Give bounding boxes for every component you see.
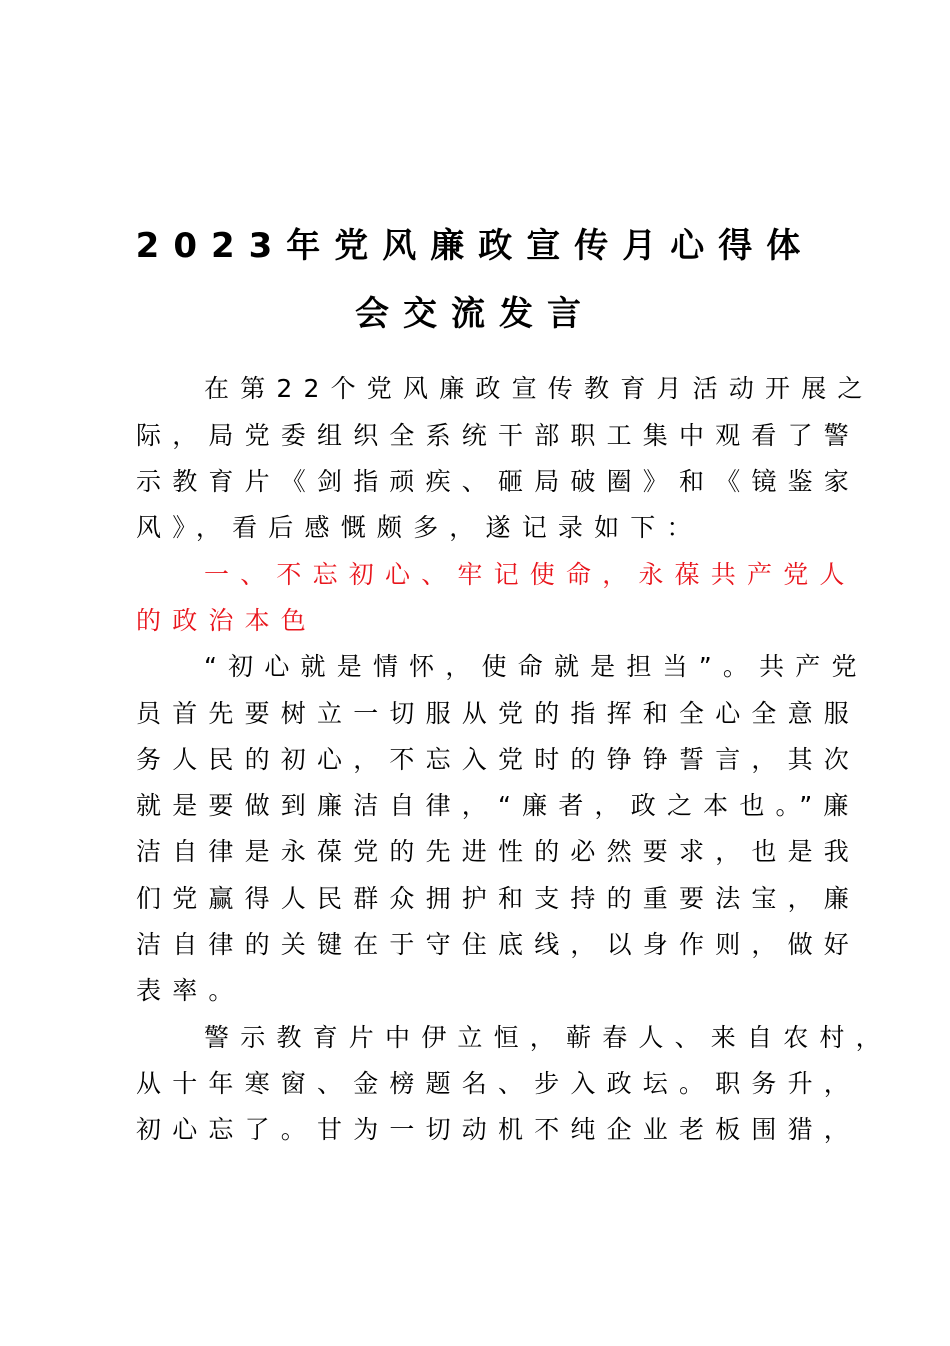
section-heading-1-line-1: 一、不忘初心、牢记使命，永葆共产党人 <box>204 560 856 589</box>
document-title-line-1: 2023年党风廉政宣传月心得体 <box>135 226 815 266</box>
paragraph-3-line-2: 从十年寒窗、金榜题名、步入政坛。职务升， <box>136 1069 861 1098</box>
paragraph-1-line-3: 示教育片《剑指顽疾、砸局破圈》和《镜鉴家 <box>136 467 861 496</box>
paragraph-2-line-5: 洁自律是永葆党的先进性的必然要求，也是我 <box>136 837 861 866</box>
paragraph-2-line-7: 洁自律的关键在于守住底线，以身作则，做好 <box>136 930 861 959</box>
paragraph-1-line-4: 风》，看后感慨颇多，遂记录如下： <box>136 513 703 542</box>
paragraph-2-line-6: 们党赢得人民群众拥护和支持的重要法宝，廉 <box>136 884 861 913</box>
paragraph-3-line-3: 初心忘了。甘为一切动机不纯企业老板围猎， <box>136 1115 861 1144</box>
paragraph-1-line-2: 际，局党委组织全系统干部职工集中观看了警 <box>136 421 861 450</box>
paragraph-2-line-1: “初心就是情怀，使命就是担当”。共产党 <box>204 652 868 681</box>
paragraph-2-line-3: 务人民的初心，不忘入党时的铮铮誓言，其次 <box>136 745 861 774</box>
paragraph-3-line-1: 警示教育片中伊立恒，蕲春人、来自农村， <box>204 1023 892 1052</box>
paragraph-2-line-8: 表率。 <box>136 976 245 1005</box>
section-heading-1-line-2: 的政治本色 <box>136 606 318 635</box>
paragraph-2-line-4: 就是要做到廉洁自律，“廉者，政之本也。”廉 <box>136 791 860 820</box>
paragraph-1-line-1: 在第22个党风廉政宣传教育月活动开展之 <box>204 374 874 403</box>
paragraph-2-line-2: 员首先要树立一切服从党的指挥和全心全意服 <box>136 699 861 728</box>
document-title-line-2: 会交流发言 <box>355 294 595 334</box>
